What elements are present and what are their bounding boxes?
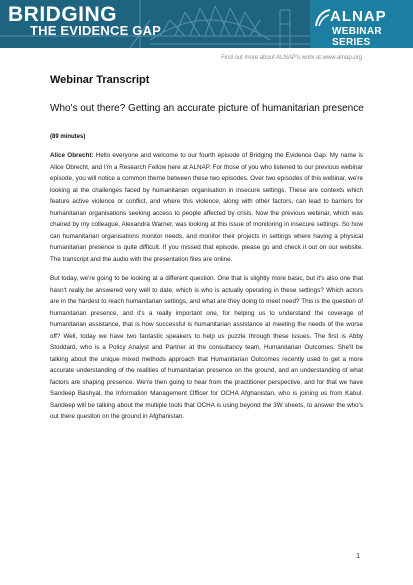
transcript-paragraph xyxy=(50,150,363,265)
transcript-body xyxy=(50,150,363,431)
document-subtitle: Who's out there? Getting an accurate picture of humanitarian presence xyxy=(50,103,364,114)
header-banner xyxy=(0,0,413,48)
alnap-logo-series: WEBINAR SERIES xyxy=(332,26,382,48)
speaker-name: Alice Obrecht: xyxy=(50,152,94,159)
duration-label: (89 minutes) xyxy=(50,134,86,140)
alnap-logo-name: ALNAP xyxy=(330,8,387,25)
series-title: BRIDGING xyxy=(8,3,117,26)
series-subtitle: THE EVIDENCE GAP xyxy=(30,23,162,38)
document-title: Webinar Transcript xyxy=(50,74,150,86)
alnap-logo xyxy=(310,0,413,48)
paragraph-text: But today, we're going to be looking at a different question. One that is slightly more basic, but it's also one that hasn't really be answered very well to date, which is who is actually operating in these settings? Which actors are in the hardest to reach humanitarian settings, and what are they doing to meet need? This is the question of humanitarian presence, and it's a really important one, for helping us to understand the coverage of humanitarian assistance, that is how successful is humanitarian assistance at meeting the needs of the worse off? Well, today we have two fantastic speakers to help us puzzle through these issues. The first is Abby Stoddard, who is a Policy Analyst and Partner at the consultancy team, Humanitarian Outcomes. She'll be talking about the unique mixed methods approach that Humanitarian Outcomes recently used to get a more accurate understanding of the realities of humanitarian presence on the ground, and an understanding of what factors are shaping presence. We're then going to hear from the practitioner perspective, and for that we have Sandeep Bashyal, the Information Management Officer for OCHA Afghanistan, who is joining us from Kabul. Sandeep will be talking about the multiple tools that OCHA is using beyond the 3W sheets, to answer the who's out there question on the ground in Afghanistan. xyxy=(50,275,363,420)
website-tagline: Find out more about ALNAP's work at www.alnap.org xyxy=(221,55,362,61)
page-number: 1 xyxy=(356,553,360,560)
paragraph-text: Hello everyone and welcome to our fourth episode of Bridging the Evidence Gap. My name is Alice Obrecht, and I'm a Research Fellow here at ALNAP. For those of you who listened to our previous webinar episode, you will notice a common theme between these two episodes. Over two episodes of this webinar, we're looking at the challenges faced by humanitarian organisation in insecure settings. These are contexts which feature active violence or conflict, and where this violence, along with other factors, can lead to barriers for humanitarian organisations seeking access to people affected by crisis. Now the previous webinar, which was chaired by my colleague, Alexandra Warner, was looking at this issue of monitoring in insecure settings. So how can humanitarian organisations monitor needs, and monitor their projects in settings where having a physical humanitarian presence is quite difficult. If you missed that episode, please go and check it out on our website. The transcript and the audio with the presentation files are online. xyxy=(50,152,363,263)
transcript-paragraph xyxy=(50,273,363,423)
